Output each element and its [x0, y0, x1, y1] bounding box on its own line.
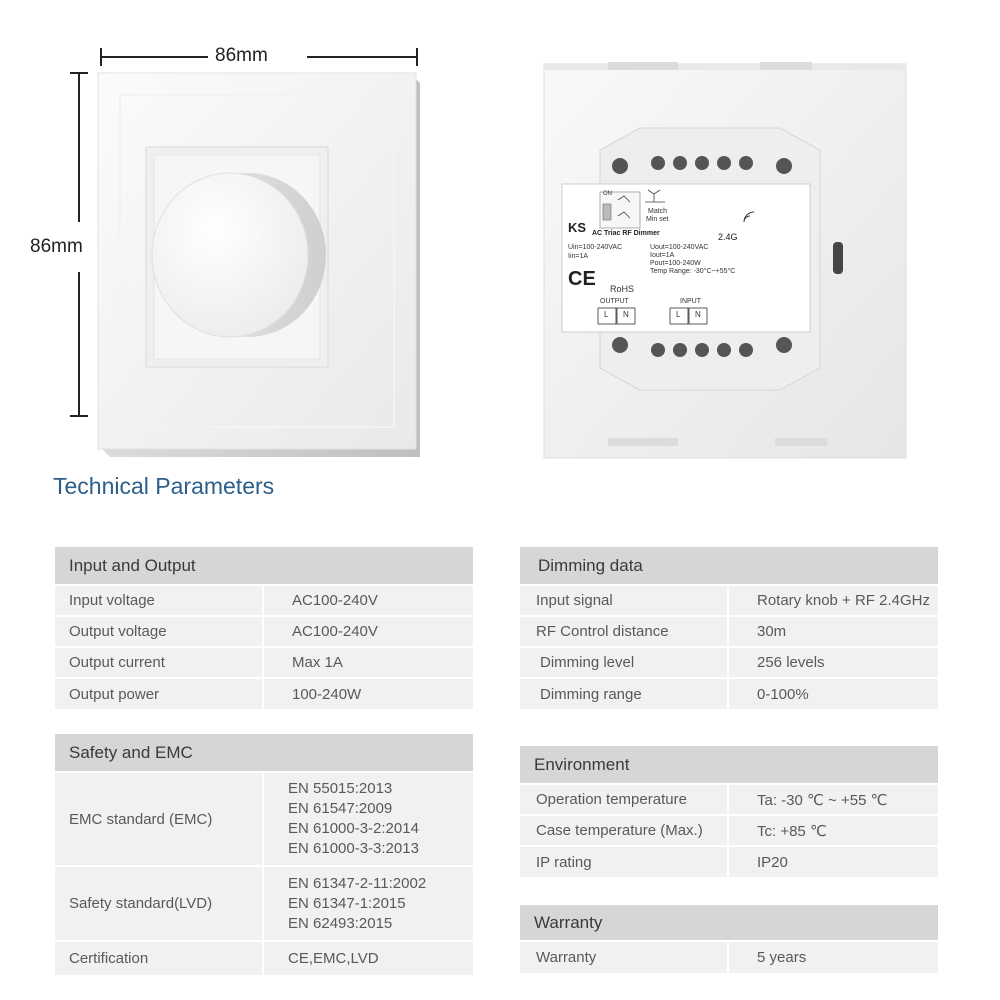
rohs-label: RoHS [610, 284, 635, 294]
table-header-row [520, 547, 938, 585]
temp-range-label: Temp Range: -30°C~+55°C [650, 268, 736, 275]
row-value: Ta: -30 ℃ ~ +55 ℃ [728, 784, 938, 815]
row-value: Tc: +85 ℃ [728, 815, 938, 846]
row-label: Input signal [520, 585, 728, 616]
row-label: Operation temperature [520, 784, 728, 815]
frequency-label: 2.4G [718, 232, 738, 242]
product-name-label: AC Triac RF Dimmer [592, 230, 660, 237]
row-value: AC100-240V [263, 585, 473, 616]
table-row [520, 647, 938, 678]
input-label: INPUT [680, 298, 701, 305]
uout-label: Uout=100-240VAC [650, 244, 709, 251]
table-row [520, 784, 938, 815]
width-dimension-line-right [307, 56, 417, 58]
table-row [55, 866, 473, 941]
height-dimension-line-top [78, 72, 80, 222]
brand-label: KS [568, 220, 587, 235]
table-row [55, 941, 473, 975]
table-header-row [55, 547, 473, 585]
output-l-terminal: L [604, 310, 609, 319]
input-output-table [55, 547, 473, 709]
pout-label: Pout=100-240W [650, 260, 701, 267]
safety-emc-header: Safety and EMC [55, 734, 473, 772]
emc-standard-value: EN 61000-3-2:2014 [288, 820, 419, 837]
width-dimension-tick-right [416, 48, 418, 66]
table-row [520, 815, 938, 846]
warranty-table [520, 905, 938, 973]
table-row [520, 678, 938, 709]
technical-parameters-title: Technical Parameters [53, 473, 275, 499]
table-row [55, 772, 473, 866]
width-dimension-label: 86mm [215, 45, 268, 66]
front-panel-drawing [90, 65, 430, 460]
safety-standard-values [263, 866, 473, 941]
input-l-terminal: L [676, 310, 681, 319]
iout-label: Iout=1A [650, 252, 675, 259]
certification-value: CE,EMC,LVD [263, 941, 473, 975]
row-value: IP20 [728, 846, 938, 877]
row-label: Dimming level [520, 647, 728, 678]
row-label: IP rating [520, 846, 728, 877]
row-value: 256 levels [728, 647, 938, 678]
width-dimension-tick-left [100, 48, 102, 66]
table-row [55, 585, 473, 616]
safety-emc-table [55, 734, 473, 975]
back-product-image [530, 50, 920, 470]
height-dimension-tick-bottom [70, 415, 88, 417]
row-label: Output power [55, 678, 263, 709]
row-value: 0-100% [728, 678, 938, 709]
height-dimension-line-bottom [78, 272, 80, 416]
environment-header: Environment [520, 746, 938, 784]
table-row [520, 846, 938, 877]
emc-standard-value: EN 61547:2009 [288, 800, 393, 817]
safety-standard-label: Safety standard(LVD) [55, 866, 263, 941]
front-product-image [0, 0, 470, 460]
safety-standard-value: EN 61347-2-11:2002 [288, 874, 427, 892]
warranty-header: Warranty [520, 905, 938, 941]
emc-standard-values [263, 772, 473, 866]
table-row [55, 616, 473, 647]
row-value: AC100-240V [263, 616, 473, 647]
certification-label: Certification [55, 941, 263, 975]
iin-label: Iin=1A [568, 253, 589, 260]
switch-on-label: ON [603, 191, 612, 197]
match-label: Match [648, 208, 668, 215]
row-label: Output voltage [55, 616, 263, 647]
emc-standard-value: EN 55015:2013 [288, 780, 393, 797]
min-set-label: Min set [646, 216, 669, 223]
height-dimension-tick-top [70, 72, 88, 74]
dimming-data-table [520, 547, 938, 709]
row-label: Dimming range [520, 678, 728, 709]
table-header-row [520, 905, 938, 941]
row-label: Warranty [520, 941, 728, 973]
table-row [520, 585, 938, 616]
safety-standard-value: EN 62493:2015 [288, 914, 393, 932]
table-row [55, 678, 473, 709]
row-label: RF Control distance [520, 616, 728, 647]
row-value: Max 1A [263, 647, 473, 678]
emc-standard-label: EMC standard (EMC) [55, 772, 263, 866]
back-panel-drawing [530, 50, 920, 470]
row-value: 5 years [728, 941, 938, 973]
safety-standard-value: EN 61347-1:2015 [288, 894, 406, 912]
table-header-row [520, 746, 938, 784]
height-dimension-label: 86mm [30, 236, 83, 257]
table-row [520, 941, 938, 973]
table-header-row [55, 734, 473, 772]
row-label: Input voltage [55, 585, 263, 616]
uin-label: Uin=100-240VAC [568, 244, 623, 251]
emc-standard-value: EN 61000-3-3:2013 [288, 840, 419, 857]
output-label: OUTPUT [600, 298, 629, 305]
input-output-header: Input and Output [55, 547, 473, 585]
row-label: Output current [55, 647, 263, 678]
environment-table [520, 746, 938, 877]
row-value: 30m [728, 616, 938, 647]
table-row [55, 647, 473, 678]
row-value: Rotary knob + RF 2.4GHz [728, 585, 938, 616]
output-n-terminal: N [623, 310, 629, 319]
row-value: 100-240W [263, 678, 473, 709]
width-dimension-line-left [100, 56, 208, 58]
table-row [520, 616, 938, 647]
dimming-data-header: Dimming data [520, 547, 938, 585]
row-label: Case temperature (Max.) [520, 815, 728, 846]
input-n-terminal: N [695, 310, 701, 319]
ce-mark: CE [568, 268, 596, 290]
